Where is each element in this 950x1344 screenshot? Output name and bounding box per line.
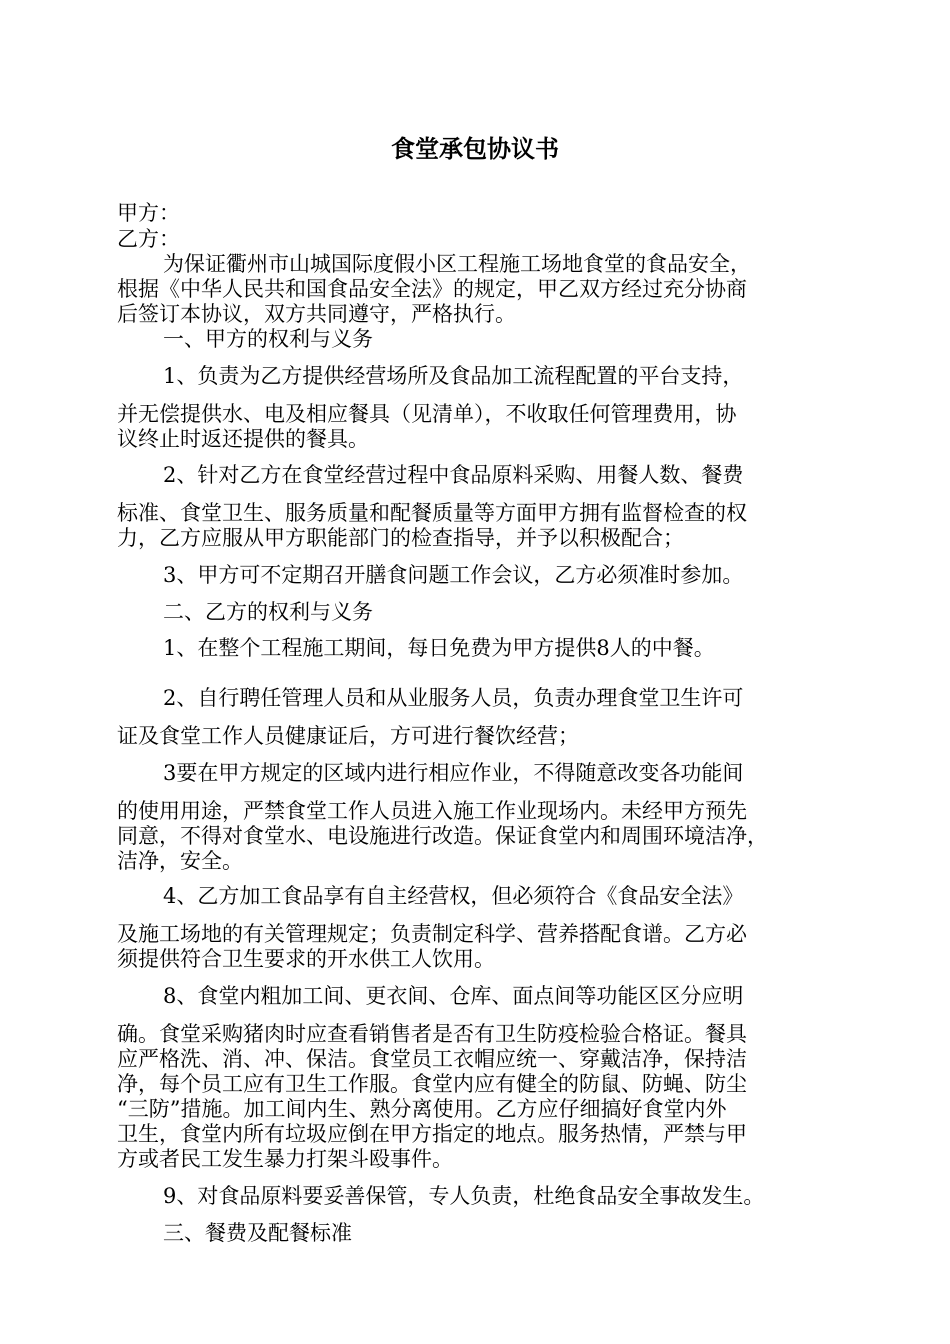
clause-line: 及施工场地的有关管理规定；负责制定科学、营养搭配食谱。乙方必 — [117, 922, 747, 946]
clause-line: 3、甲方可不定期召开膳食问题工作会议，乙方必须准时参加。 — [163, 563, 744, 587]
clause-line: 4、乙方加工食品享有自主经营权，但必须符合《食品安全法》 — [163, 884, 744, 908]
document-title: 食堂承包协议书 — [391, 135, 559, 163]
clause-line: 应严格洗、消、冲、保洁。食堂员工衣帽应统一、穿戴洁净，保持洁 — [117, 1047, 747, 1071]
clause-line: 8、食堂内粗加工间、更衣间、仓库、面点间等功能区区分应明 — [163, 984, 744, 1008]
clause-line: 1、在整个工程施工期间，每日免费为甲方提供8人的中餐。 — [163, 636, 715, 660]
clause-line: 9、对食品原料要妥善保管，专人负责，杜绝食品安全事故发生。 — [163, 1184, 765, 1208]
section-heading-1: 一、甲方的权利与义务 — [163, 327, 373, 351]
intro-line: 后签订本协议，双方共同遵守，严格执行。 — [117, 302, 516, 326]
intro-line: 根据《中华人民共和国食品安全法》的规定，甲乙双方经过充分协商 — [117, 277, 747, 301]
clause-line: 证及食堂工作人员健康证后，方可进行餐饮经营； — [117, 724, 579, 748]
clause-line: 标准、食堂卫生、服务质量和配餐质量等方面甲方拥有监督检查的权 — [117, 501, 747, 525]
clause-line: 确。食堂采购猪肉时应查看销售者是否有卫生防疫检验合格证。餐具 — [117, 1022, 747, 1046]
clause-line: 洁净，安全。 — [117, 849, 243, 873]
party-a-label: 甲方： — [117, 201, 180, 225]
clause-line: 1、负责为乙方提供经营场所及食品加工流程配置的平台支持， — [163, 364, 744, 388]
clause-line: 卫生，食堂内所有垃圾应倒在甲方指定的地点。服务热情，严禁与甲 — [117, 1122, 747, 1146]
section-heading-2: 二、乙方的权利与义务 — [163, 600, 373, 624]
clause-line: 同意，不得对食堂水、电设施进行改造。保证食堂内和周围环境洁净， — [117, 824, 768, 848]
party-b-label: 乙方： — [117, 227, 180, 251]
clause-line: 的使用用途，严禁食堂工作人员进入施工作业现场内。未经甲方预先 — [117, 799, 747, 823]
clause-line: 议终止时返还提供的餐具。 — [117, 427, 369, 451]
clause-line: “三防”措施。加工间内生、熟分离使用。乙方应仔细搞好食堂内外 — [117, 1097, 727, 1121]
clause-line: 2、针对乙方在食堂经营过程中食品原料采购、用餐人数、餐费 — [163, 463, 744, 487]
clause-line: 并无偿提供水、电及相应餐具（见清单），不收取任何管理费用，协 — [117, 402, 737, 426]
clause-line: 净，每个员工应有卫生工作服。食堂内应有健全的防鼠、防蝇、防尘 — [117, 1072, 747, 1096]
clause-line: 须提供符合卫生要求的开水供工人饮用。 — [117, 947, 495, 971]
clause-line: 3要在甲方规定的区域内进行相应作业，不得随意改变各功能间 — [163, 761, 744, 785]
section-heading-3: 三、餐费及配餐标准 — [163, 1221, 352, 1245]
clause-line: 2、自行聘任管理人员和从业服务人员，负责办理食堂卫生许可 — [163, 686, 744, 710]
intro-line: 为保证衢州市山城国际度假小区工程施工场地食堂的食品安全， — [163, 252, 751, 276]
clause-line: 力，乙方应服从甲方职能部门的检查指导，并予以积极配合； — [117, 526, 684, 550]
clause-line: 方或者民工发生暴力打架斗殴事件。 — [117, 1147, 453, 1171]
